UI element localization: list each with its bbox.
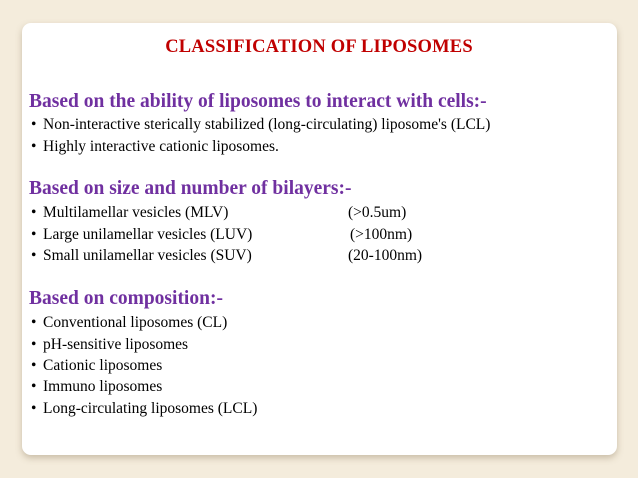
list-item-text: Small unilamellar vesicles (SUV): [43, 247, 252, 264]
list-item-text: Conventional liposomes (CL): [43, 314, 228, 331]
section-heading-composition: Based on composition:-: [29, 288, 223, 309]
list-item: [31, 116, 490, 134]
bullet-icon: •: [31, 226, 37, 243]
list-item: [31, 247, 423, 265]
bullet-icon: •: [31, 247, 37, 264]
section-heading-size-bilayers: Based on size and number of bilayers:-: [29, 178, 352, 199]
bullet-icon: •: [31, 314, 37, 331]
list-item: [31, 400, 257, 418]
list-item-text: Large unilamellar vesicles (LUV): [43, 226, 253, 243]
list-item: [31, 204, 407, 222]
bullet-icon: •: [31, 138, 37, 155]
list-item-text: pH-sensitive liposomes: [43, 336, 189, 353]
list-item-text: Immuno liposomes: [43, 378, 163, 395]
list-item: [31, 336, 188, 354]
list-item: [31, 314, 227, 332]
bullet-icon: •: [31, 336, 37, 353]
list-item: [31, 378, 162, 396]
list-item-text: Long-circulating liposomes (LCL): [43, 400, 258, 417]
bullet-icon: •: [31, 400, 37, 417]
section-heading-cell-interaction: Based on the ability of liposomes to interact with cells:-: [29, 91, 487, 112]
size-range-value: (>0.5um): [348, 204, 407, 221]
list-item-text: Non-interactive sterically stabilized (long-circulating) liposome's (LCL): [43, 116, 491, 133]
list-item-text: Cationic liposomes: [43, 357, 163, 374]
size-range-value: (20-100nm): [348, 247, 423, 264]
bullet-icon: •: [31, 378, 37, 395]
list-item-text: Highly interactive cationic liposomes.: [43, 138, 279, 155]
list-item-text: Multilamellar vesicles (MLV): [43, 204, 229, 221]
size-range-value: (>100nm): [350, 226, 413, 243]
bullet-icon: •: [31, 204, 37, 221]
list-item: [31, 138, 279, 156]
bullet-icon: •: [31, 357, 37, 374]
bullet-icon: •: [31, 116, 37, 133]
slide-title: CLASSIFICATION OF LIPOSOMES: [165, 37, 473, 57]
list-item: [31, 226, 413, 244]
list-item: [31, 357, 162, 375]
